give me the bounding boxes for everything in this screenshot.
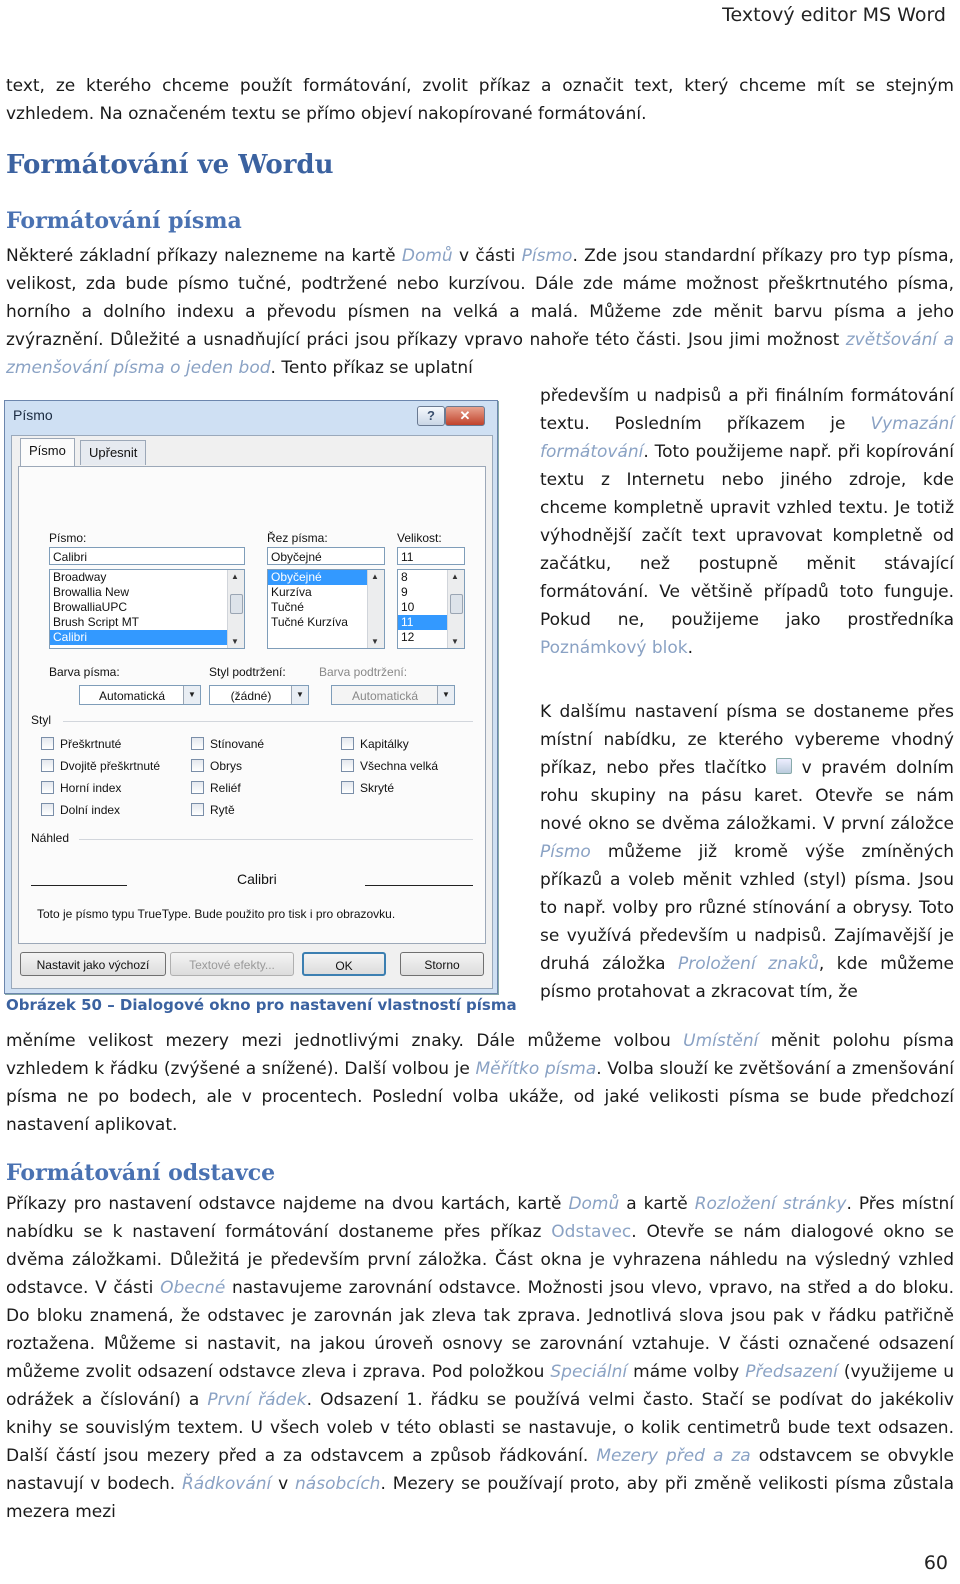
ref-clear-formatting: Vymazání formátování <box>540 414 954 462</box>
cancel-button[interactable]: Storno <box>400 952 484 976</box>
scrollbar[interactable] <box>447 570 464 648</box>
scroll-up-icon[interactable]: ▲ <box>451 572 459 581</box>
font-color-label: Barva písma: <box>49 665 120 679</box>
list-item[interactable]: 8 <box>401 570 408 584</box>
underline-color-label: Barva podtržení: <box>319 665 408 679</box>
heading-formatting-in-word: Formátování ve Wordu <box>6 150 334 180</box>
scroll-down-icon[interactable]: ▼ <box>451 637 459 646</box>
underline-style-value: (žádné) <box>230 689 272 703</box>
ref-notepad: Poznámkový blok <box>540 638 688 658</box>
list-item[interactable]: Tučné Kurzíva <box>271 615 348 629</box>
tab-font[interactable]: Písmo <box>20 438 75 467</box>
checkbox-box[interactable] <box>191 737 204 750</box>
list-item[interactable]: Tučné <box>271 600 304 614</box>
ref-home: Domů <box>401 246 453 266</box>
underline-color-value: Automatická <box>351 689 419 703</box>
ref-font-tab: Písmo <box>540 842 591 862</box>
dialog-title: Písmo <box>13 407 53 423</box>
chevron-down-icon[interactable]: ▼ <box>291 686 308 704</box>
ref-multiples: násobcích <box>295 1474 381 1494</box>
emboss-checkbox[interactable]: Reliéf <box>191 781 241 795</box>
dialog-body <box>11 435 493 989</box>
intro-paragraph: text, ze kterého chceme použít formátování, zvolit příkaz a označit text, který chceme mít se stejným vzhledem. Na označeném textu se přímo objeví nakopírované formátování. <box>6 76 954 124</box>
font-style-label: Řez písma: <box>267 531 328 545</box>
scroll-thumb[interactable] <box>230 594 243 614</box>
preview-note: Toto je písmo typu TrueType. Bude použito pro tisk i pro obrazovku. <box>37 907 396 921</box>
dialog-launcher-icon <box>776 758 792 774</box>
underline-style-label: Styl podtržení: <box>209 665 286 679</box>
help-icon[interactable]: ? <box>417 406 445 426</box>
font-column-paragraph-1: především u nadpisů a při finálním formátování textu. Posledním příkazem je Vymazání formátování. Toto použijeme např. při kopírování textu z Internetu nebo jiného zdroje, kde chceme kompletně upravit vzhled textu. Je totiž výhodnější začít text upravovat kompletně od začátku, než postupně měnit stávající formátování. Ve většině případů toto funguje. Pokud ne, použijeme jako prostředníka Poznámkový blok. <box>540 386 954 658</box>
page-number: 60 <box>923 1552 948 1574</box>
ref-scale: Měřítko písma <box>475 1059 597 1079</box>
list-item[interactable]: Browallia New <box>53 585 130 599</box>
checkbox-box[interactable] <box>341 781 354 794</box>
ref-hanging: Předsazení <box>745 1362 838 1382</box>
ref-grow-shrink: zvětšování a zmenšování písma o jeden bod <box>6 330 954 378</box>
list-item[interactable]: Brush Script MT <box>53 615 140 629</box>
list-item[interactable]: 9 <box>401 585 408 599</box>
paragraph-formatting-text: Příkazy pro nastavení odstavce najdeme na dvou kartách, kartě Domů a kartě Rozložení stránky. Přes místní nabídku se k nastavení formátování dostaneme přes příkaz Odstavec. Otevře se nám dialogové okno se dvěma záložkami. Důležitá je především první záložka. Část okna je vyhrazena náhledu na výsledný vzhled odstavce. V části Obecné nastavujeme zarovnání odstavce. Možnosti jsou vlevo, vpravo, na střed a do bloku. Do bloku znamená, že odstavec je zarovnán jak zleva tak zprava. Jednotlivá slova jsou pak v řádku patřičně roztažena. Můžeme si nastavit, na jakou úroveň osnovy se zarovnání vztahuje. V části označené odsazení můžeme zvolit odsazení odstavce zleva i zprava. Pod položkou Speciální máme volby Předsazení (využijeme u odrážek a číslování) a První řádek. Odsazení 1. řádku se používá velmi často. Stačí se podívat do jakékoliv knihy se souvislým textem. U všech voleb v této oblasti se nastavuje, o kolik centimetrů bude text odsazen. Další částí jsou mezery před a za odstavcem a způsob řádkování. Mezery před a za odstavcem se obvykle nastavují v bodech. Řádkování v násobcích. Mezery se používají proto, aby při změně velikosti písma zůstala mezera mezi <box>6 1194 954 1522</box>
hidden-checkbox[interactable]: Skryté <box>341 781 394 795</box>
close-icon[interactable]: ✕ <box>445 406 485 426</box>
font-dialog-figure <box>4 400 498 994</box>
preview-label: Náhled <box>31 831 70 845</box>
underline-style-select[interactable] <box>209 685 309 705</box>
list-item[interactable]: 12 <box>401 630 415 644</box>
list-item[interactable]: Calibri <box>50 630 244 645</box>
scroll-up-icon[interactable]: ▲ <box>371 572 379 581</box>
scroll-down-icon[interactable]: ▼ <box>231 637 239 646</box>
ref-first-line: První řádek <box>207 1390 307 1410</box>
ref-font-group: Písmo <box>521 246 573 266</box>
checkbox-box[interactable] <box>41 737 54 750</box>
set-default-button[interactable]: Nastavit jako výchozí <box>20 952 166 976</box>
list-item[interactable]: Broadway <box>53 570 107 584</box>
checkbox-box[interactable] <box>41 781 54 794</box>
chevron-down-icon[interactable]: ▼ <box>437 686 454 704</box>
double-strikethrough-checkbox[interactable]: Dvojitě přeškrtnuté <box>41 759 160 773</box>
checkbox-box[interactable] <box>341 759 354 772</box>
heading-paragraph-formatting: Formátování odstavce <box>6 1160 276 1186</box>
heading-font-formatting: Formátování písma <box>6 208 242 234</box>
ref-line-spacing: Řádkování <box>182 1474 272 1494</box>
font-paragraph-1: Některé základní příkazy nalezneme na kartě Domů v části Písmo. Zde jsou standardní příkazy pro typ písma, velikost, zda bude písmo tučné, podtržené nebo kurzívou. Dále zde máme možnost přeškrtnutého písma, horního a dolního indexu a převodu písmen na velká a malá. Můžeme zde měnit barvu písma a jeho zvýraznění. Důležité a usnadňující práci jsou příkazy vpravo nahoře této části. Jsou jimi možnost zvětšování a zmenšování písma o jeden bod. Tento příkaz se uplatní <box>6 246 954 378</box>
font-paragraph-2: měníme velikost mezery mezi jednotlivými znaky. Dále můžeme volbou Umístění měnit polohu písma vzhledem k řádku (zvýšené a snížené). Další volbou je Měřítko písma. Volba slouží ke zvětšování a zmenšování písma ne po bodech, ale v procentech. Poslední volba ukáže, od jaké velikosti písma se bude předchozí nastavení aplikovat. <box>6 1031 954 1135</box>
scrollbar[interactable] <box>227 570 244 648</box>
font-name-input[interactable]: Calibri <box>49 547 245 565</box>
ok-button[interactable]: OK <box>302 952 386 976</box>
shadow-checkbox[interactable]: Stínované <box>191 737 264 751</box>
figure-caption: Obrázek 50 – Dialogové okno pro nastavení vlastností písma <box>6 996 517 1014</box>
list-item[interactable]: 10 <box>401 600 415 614</box>
font-size-label: Velikost: <box>397 531 442 545</box>
engrave-checkbox[interactable]: Rytě <box>191 803 235 817</box>
font-style-list[interactable] <box>267 569 385 649</box>
font-size-list[interactable] <box>397 569 465 649</box>
ref-page-layout: Rozložení stránky <box>694 1194 847 1214</box>
checkbox-box[interactable] <box>191 803 204 816</box>
checkbox-box[interactable] <box>341 737 354 750</box>
scrollbar[interactable] <box>367 570 384 648</box>
list-item[interactable]: Kurzíva <box>271 585 312 599</box>
font-label: Písmo: <box>49 531 87 545</box>
all-caps-checkbox[interactable]: Všechna velká <box>341 759 438 773</box>
font-color-value: Automatická <box>98 689 166 703</box>
list-item[interactable]: BrowalliaUPC <box>53 600 128 614</box>
tab-advanced[interactable]: Upřesnit <box>80 440 146 465</box>
font-column-paragraph-2: K dalšímu nastavení písma se dostaneme přes místní nabídku, ze kterého vybereme vhodný příkaz, nebo přes tlačítko v pravém dolním rohu skupiny na pásu karet. Otevře se nám nové okno se dvěma záložkami. V první záložce Písmo můžeme již kromě výše zmíněných příkazů a voleb měnit vzhled (styl) písma. Jsou to např. volby pro různé stínování a obrysy. Toto se využívá především u nadpisů. Zajímavější je druhá záložka Proložení znaků, kde můžeme písmo protahovat a zkracovat tím, že <box>540 702 955 1002</box>
preview-text: Calibri <box>237 871 277 887</box>
group-divider <box>79 839 473 840</box>
preview-baseline-right <box>365 885 473 886</box>
ref-paragraph: Odstavec <box>551 1222 632 1242</box>
page-header: Textový editor MS Word <box>722 4 946 26</box>
font-size-input[interactable]: 11 <box>397 547 465 565</box>
chevron-down-icon[interactable]: ▼ <box>183 686 200 704</box>
ref-general: Obecné <box>160 1278 226 1298</box>
font-name-list[interactable] <box>49 569 245 649</box>
scroll-thumb[interactable] <box>450 594 463 614</box>
text-effects-button[interactable]: Textové efekty... <box>170 952 294 976</box>
checkbox-box[interactable] <box>41 803 54 816</box>
scroll-up-icon[interactable]: ▲ <box>231 572 239 581</box>
font-color-select[interactable] <box>79 685 201 705</box>
superscript-checkbox[interactable]: Horní index <box>41 781 121 795</box>
preview-baseline-left <box>31 885 127 886</box>
outline-checkbox[interactable]: Obrys <box>191 759 242 773</box>
ref-character-spacing: Proložení znaků <box>678 954 819 974</box>
underline-color-select[interactable] <box>331 685 455 705</box>
checkbox-box[interactable] <box>191 781 204 794</box>
strikethrough-checkbox[interactable]: Přeškrtnuté <box>41 737 121 751</box>
font-style-input[interactable]: Obyčejné <box>267 547 385 565</box>
checkbox-box[interactable] <box>41 759 54 772</box>
checkbox-box[interactable] <box>191 759 204 772</box>
ref-position: Umístění <box>683 1031 759 1051</box>
group-divider <box>63 721 473 722</box>
scroll-down-icon[interactable]: ▼ <box>371 637 379 646</box>
subscript-checkbox[interactable]: Dolní index <box>41 803 120 817</box>
small-caps-checkbox[interactable]: Kapitálky <box>341 737 409 751</box>
ref-spacing-before-after: Mezery před a za <box>596 1446 751 1466</box>
effects-label: Styl <box>31 713 52 727</box>
ref-home: Domů <box>568 1194 620 1214</box>
list-item[interactable]: 11 <box>398 615 464 630</box>
font-tab-panel <box>18 466 486 944</box>
list-item[interactable]: Obyčejné <box>268 570 384 585</box>
ref-special: Speciální <box>550 1362 628 1382</box>
